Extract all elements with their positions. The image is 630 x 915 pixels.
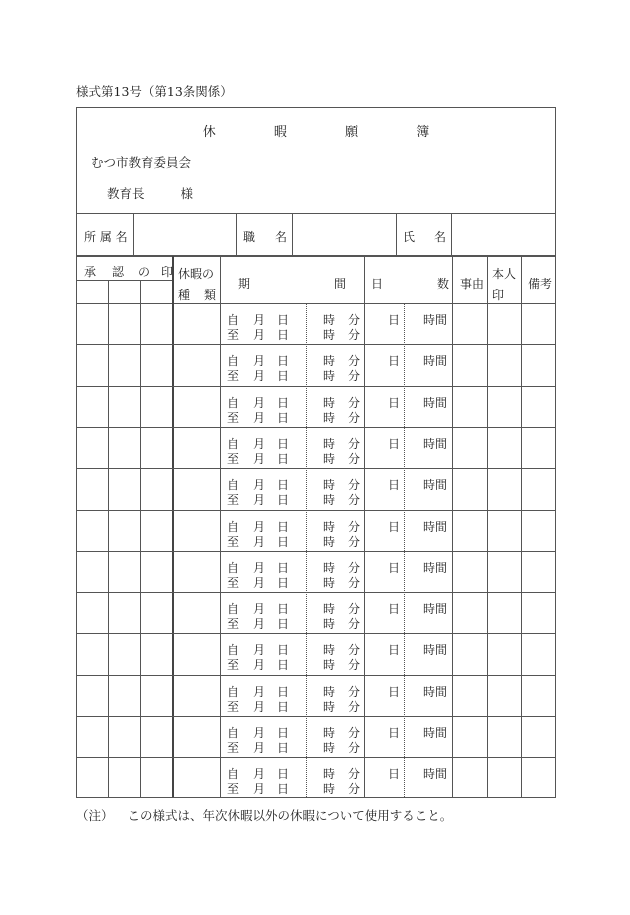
position-label-2: 名 [275, 230, 288, 244]
day-label: 日 [277, 369, 290, 384]
hours-unit-label: 時間 [423, 395, 448, 410]
divider [77, 280, 173, 281]
seal-label-1: 本人 [492, 267, 517, 281]
hour-label: 時 [323, 395, 336, 410]
to-label: 至 [227, 782, 240, 797]
divider [140, 280, 141, 797]
from-label: 自 [227, 519, 240, 534]
month-label: 月 [253, 699, 266, 714]
approval-char: 認 [112, 265, 125, 279]
from-label: 自 [227, 684, 240, 699]
divider [77, 675, 555, 676]
month-label: 月 [253, 575, 266, 590]
divider [77, 716, 555, 717]
minute-label: 分 [348, 684, 361, 699]
month-label: 月 [253, 534, 266, 549]
day-label: 日 [277, 658, 290, 673]
minute-label: 分 [348, 436, 361, 451]
from-label: 自 [227, 478, 240, 493]
day-label: 日 [277, 617, 290, 632]
minute-label: 分 [348, 782, 361, 797]
title-char: 簿 [416, 125, 430, 140]
days-unit-label: 日 [388, 684, 401, 699]
from-label: 自 [227, 726, 240, 740]
hour-label: 時 [323, 782, 336, 797]
minute-label: 分 [348, 643, 361, 658]
minute-label: 分 [348, 575, 361, 590]
minute-label: 分 [348, 602, 361, 617]
divider [236, 213, 237, 255]
month-label: 月 [253, 617, 266, 632]
to-label: 至 [227, 534, 240, 549]
days-unit-label: 日 [388, 643, 401, 658]
hour-label: 時 [323, 436, 336, 451]
divider [77, 255, 555, 257]
minute-label: 分 [348, 328, 361, 342]
to-label: 至 [227, 410, 240, 425]
addressee: むつ市教育委員会 [91, 155, 192, 170]
month-label: 月 [253, 684, 266, 699]
form-title [77, 121, 555, 140]
day-label: 日 [277, 534, 290, 549]
from-label: 自 [227, 602, 240, 617]
days-unit-label: 日 [388, 519, 401, 534]
hours-unit-label: 時間 [423, 478, 448, 493]
month-label: 月 [253, 451, 266, 466]
minute-label: 分 [348, 478, 361, 493]
hour-label: 時 [323, 617, 336, 632]
day-label: 日 [277, 328, 290, 342]
days-unit-label: 日 [388, 767, 401, 782]
day-label: 日 [277, 451, 290, 466]
leave-type-label-2b: 類 [204, 288, 217, 302]
hour-label: 時 [323, 643, 336, 658]
to-label: 至 [227, 617, 240, 632]
day-label: 日 [277, 726, 290, 740]
month-label: 月 [253, 741, 266, 755]
from-label: 自 [227, 354, 240, 369]
month-label: 月 [253, 354, 266, 369]
days-unit-label: 日 [388, 313, 401, 327]
month-label: 月 [253, 436, 266, 451]
day-label: 日 [277, 602, 290, 617]
hour-label: 時 [323, 313, 336, 327]
footnote [76, 806, 452, 824]
hours-unit-label: 時間 [423, 519, 448, 534]
minute-label: 分 [348, 369, 361, 384]
hours-unit-label: 時間 [423, 602, 448, 617]
minute-label: 分 [348, 699, 361, 714]
day-label: 日 [277, 493, 290, 508]
hour-label: 時 [323, 493, 336, 508]
days-unit-label: 日 [388, 354, 401, 369]
divider [133, 213, 134, 255]
month-label: 月 [253, 493, 266, 508]
hours-unit-label: 時間 [423, 354, 448, 369]
divider [77, 386, 555, 387]
superintendent-title: 教育長 [107, 186, 145, 201]
day-label: 日 [277, 354, 290, 369]
affiliation-label: 所 属 名 [84, 230, 128, 244]
hour-label: 時 [323, 478, 336, 493]
days-unit-label: 日 [388, 726, 401, 740]
from-label: 自 [227, 313, 240, 327]
divider [292, 213, 293, 255]
name-label-2: 名 [434, 230, 447, 244]
day-label: 日 [277, 478, 290, 493]
divider [77, 303, 555, 304]
minute-label: 分 [348, 410, 361, 425]
hour-label: 時 [323, 451, 336, 466]
from-label: 自 [227, 395, 240, 410]
hours-unit-label: 時間 [423, 726, 448, 740]
days-unit-label: 日 [388, 395, 401, 410]
hours-unit-label: 時間 [423, 684, 448, 699]
month-label: 月 [253, 369, 266, 384]
day-label: 日 [277, 519, 290, 534]
divider [77, 468, 555, 469]
day-label: 日 [277, 560, 290, 575]
minute-label: 分 [348, 519, 361, 534]
day-label: 日 [277, 767, 290, 782]
minute-label: 分 [348, 726, 361, 740]
from-label: 自 [227, 436, 240, 451]
note-label: （注） [76, 808, 114, 823]
reason-label: 事由 [460, 277, 485, 291]
day-label: 日 [277, 699, 290, 714]
day-label: 日 [277, 410, 290, 425]
minute-label: 分 [348, 493, 361, 508]
divider [77, 510, 555, 511]
to-label: 至 [227, 575, 240, 590]
note-text: この様式は、年次休暇以外の休暇について使用すること。 [127, 808, 453, 823]
approval-char: の [138, 265, 151, 279]
minute-label: 分 [348, 767, 361, 782]
to-label: 至 [227, 699, 240, 714]
hour-label: 時 [323, 519, 336, 534]
divider [451, 213, 452, 255]
leave-type-label-2a: 種 [178, 288, 191, 302]
hour-label: 時 [323, 328, 336, 342]
from-label: 自 [227, 560, 240, 575]
days-unit-label: 日 [388, 478, 401, 493]
title-char: 願 [345, 125, 359, 140]
hours-unit-label: 時間 [423, 436, 448, 451]
to-label: 至 [227, 451, 240, 466]
month-label: 月 [253, 313, 266, 327]
day-label: 日 [277, 643, 290, 658]
remarks-label: 備考 [528, 277, 553, 291]
to-label: 至 [227, 493, 240, 508]
position-label-1: 職 [243, 230, 256, 244]
hour-label: 時 [323, 767, 336, 782]
position-field[interactable] [296, 215, 392, 253]
divider [77, 344, 555, 345]
hours-unit-label: 時間 [423, 313, 448, 327]
title-char: 暇 [273, 125, 287, 140]
to-label: 至 [227, 328, 240, 342]
hours-unit-label: 時間 [423, 560, 448, 575]
hour-label: 時 [323, 684, 336, 699]
hour-label: 時 [323, 354, 336, 369]
seal-label-2: 印 [492, 288, 505, 302]
minute-label: 分 [348, 658, 361, 673]
month-label: 月 [253, 328, 266, 342]
month-label: 月 [253, 410, 266, 425]
divider [77, 592, 555, 593]
month-label: 月 [253, 478, 266, 493]
day-label: 日 [277, 575, 290, 590]
affiliation-field[interactable] [137, 215, 233, 253]
leave-request-form [76, 107, 556, 798]
days-label-2: 数 [437, 277, 450, 291]
days-unit-label: 日 [388, 560, 401, 575]
title-char: 休 [202, 125, 216, 140]
days-unit-label: 日 [388, 602, 401, 617]
divider [77, 427, 555, 428]
minute-label: 分 [348, 354, 361, 369]
month-label: 月 [253, 602, 266, 617]
minute-label: 分 [348, 617, 361, 632]
divider [77, 213, 555, 214]
to-label: 至 [227, 741, 240, 755]
divider [396, 213, 397, 255]
hour-label: 時 [323, 534, 336, 549]
hour-label: 時 [323, 726, 336, 740]
name-label-1: 氏 [403, 230, 416, 244]
month-label: 月 [253, 782, 266, 797]
month-label: 月 [253, 658, 266, 673]
month-label: 月 [253, 767, 266, 782]
day-label: 日 [277, 684, 290, 699]
day-label: 日 [277, 741, 290, 755]
hour-label: 時 [323, 410, 336, 425]
honorific: 様 [180, 186, 194, 201]
hour-label: 時 [323, 560, 336, 575]
day-label: 日 [277, 436, 290, 451]
hour-label: 時 [323, 741, 336, 755]
minute-label: 分 [348, 313, 361, 327]
days-label-1: 日 [371, 277, 384, 291]
divider [77, 757, 555, 758]
month-label: 月 [253, 643, 266, 658]
minute-label: 分 [348, 395, 361, 410]
day-label: 日 [277, 395, 290, 410]
name-field[interactable] [455, 215, 553, 253]
leave-type-label-1: 休暇の [178, 267, 215, 281]
minute-label: 分 [348, 451, 361, 466]
hours-unit-label: 時間 [423, 643, 448, 658]
hour-label: 時 [323, 699, 336, 714]
month-label: 月 [253, 726, 266, 740]
to-label: 至 [227, 658, 240, 673]
from-label: 自 [227, 767, 240, 782]
superintendent-line [107, 184, 193, 202]
approval-char: 承 [84, 265, 97, 279]
month-label: 月 [253, 519, 266, 534]
period-label-2: 間 [334, 277, 347, 291]
month-label: 月 [253, 395, 266, 410]
day-label: 日 [277, 313, 290, 327]
divider [108, 280, 109, 797]
divider [77, 633, 555, 634]
days-unit-label: 日 [388, 436, 401, 451]
hour-label: 時 [323, 658, 336, 673]
form-number: 様式第13号（第13条関係） [76, 84, 233, 99]
hours-unit-label: 時間 [423, 767, 448, 782]
to-label: 至 [227, 369, 240, 384]
minute-label: 分 [348, 741, 361, 755]
from-label: 自 [227, 643, 240, 658]
hour-label: 時 [323, 369, 336, 384]
hour-label: 時 [323, 602, 336, 617]
minute-label: 分 [348, 560, 361, 575]
period-label-1: 期 [238, 277, 251, 291]
hour-label: 時 [323, 575, 336, 590]
divider [77, 551, 555, 552]
minute-label: 分 [348, 534, 361, 549]
month-label: 月 [253, 560, 266, 575]
approval-char: 印 [161, 265, 174, 279]
day-label: 日 [277, 782, 290, 797]
